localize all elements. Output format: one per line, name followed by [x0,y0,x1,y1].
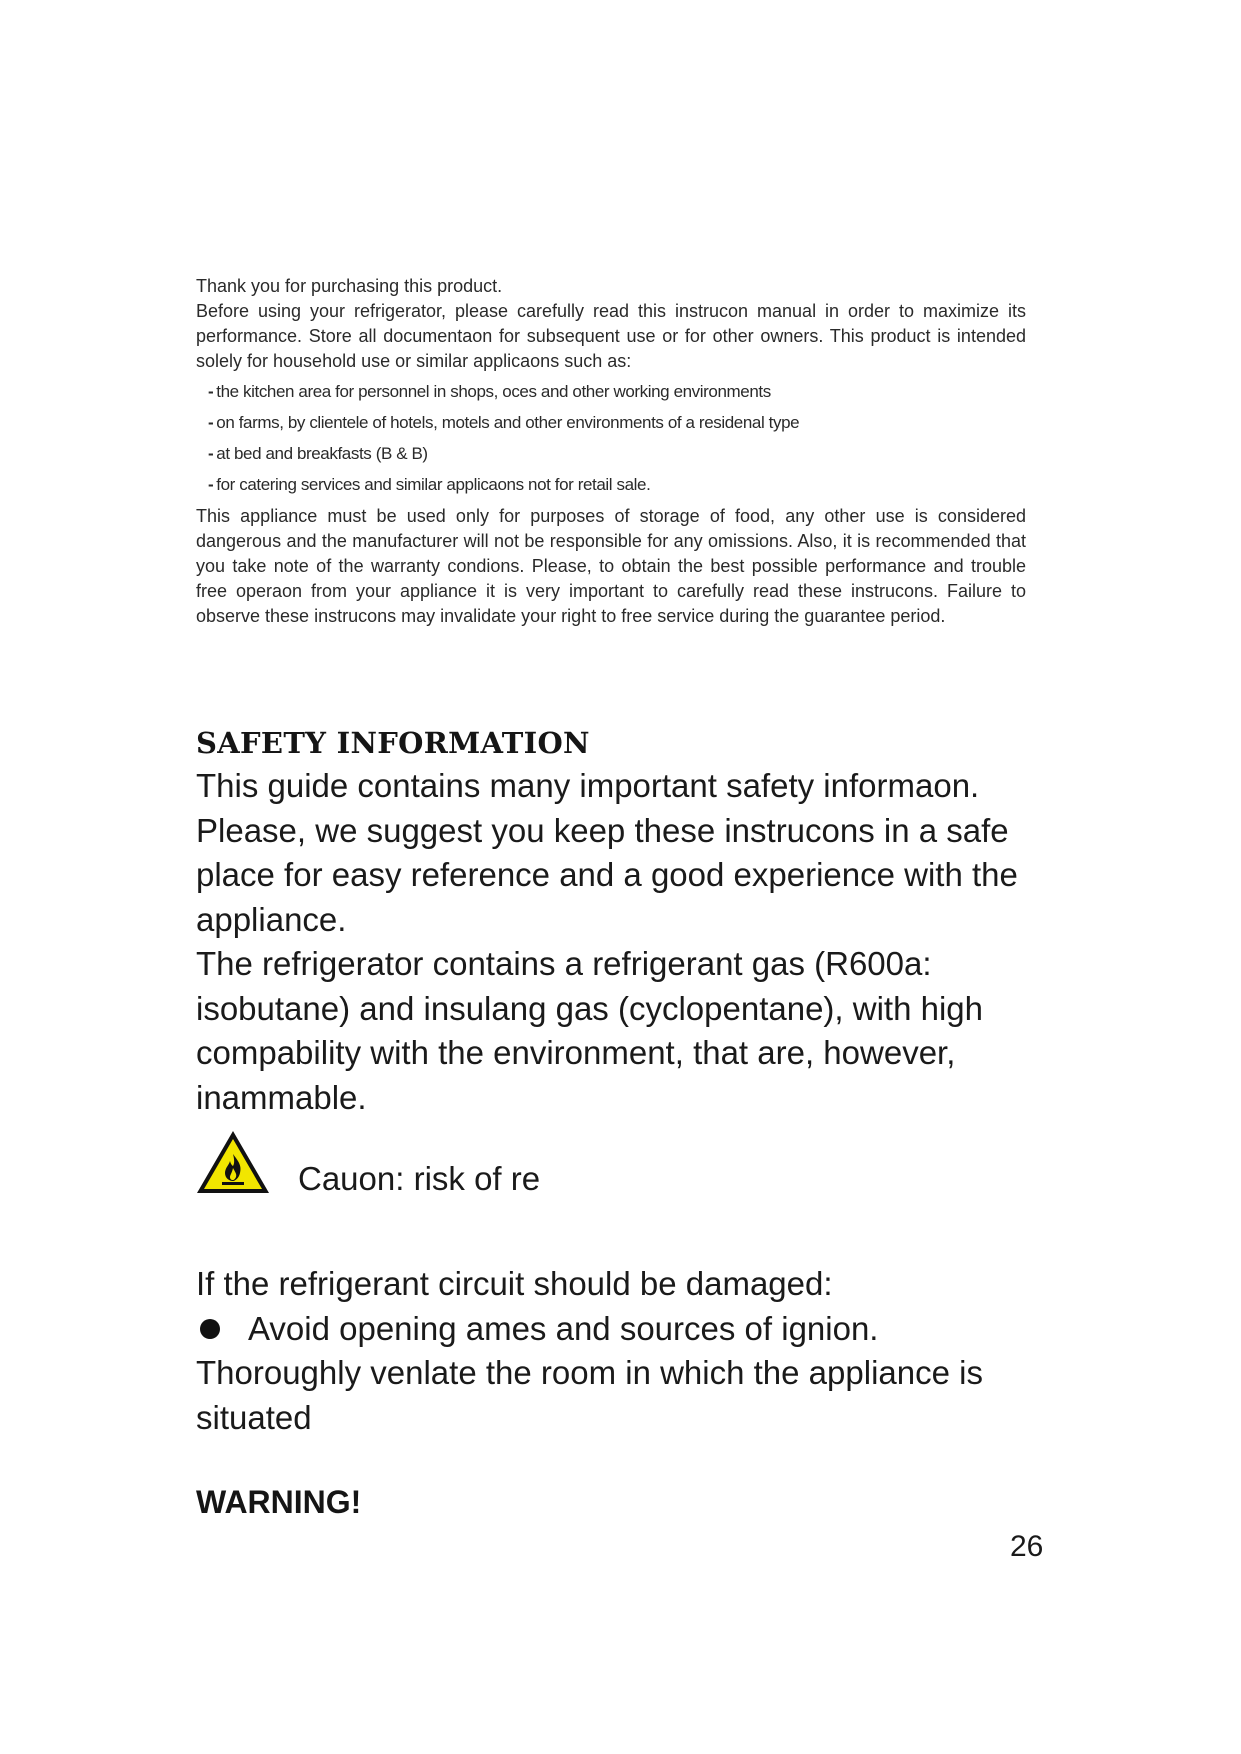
refrigerant-paragraph: The refrigerator contains a refrigerant gas (R600a: isobutane) and insulang gas (cyclopentane), with high compability with the environment, that are, however, inammable. [196,945,984,1116]
caution-text: Cauon: risk of re [298,1160,541,1197]
list-item: - at bed and breakfasts (B & B) [208,444,428,463]
intro-section [196,274,1026,629]
list-item: - for catering services and similar applicaons not for retail sale. [208,475,651,494]
intro-paragraph: Before using your refrigerator, please carefully read this instrucon manual in order to maximize its performance. Store all documentaon for subsequent use or for other owners. This product is intended solely for household use or similar applicaons such as: [196,301,1026,371]
list-item: Avoid opening ames and sources of ignion. [196,1307,1056,1352]
circuit-section [196,1262,1056,1440]
ventilate-paragraph: Thoroughly venlate the room in which the appliance is situated [196,1354,983,1436]
usage-list [196,376,1026,500]
safety-heading: SAFETY INFORMATION [196,726,590,760]
list-item: - the kitchen area for personnel in shops, oces and other working environments [208,382,771,401]
list-item: - on farms, by clientele of hotels, motels and other environments of a residenal type [208,413,800,432]
safety-body [196,764,1056,1120]
circuit-intro: If the refrigerant circuit should be damaged: [196,1265,833,1302]
dash-marker: - [208,413,214,432]
bullet-dot-icon [200,1319,220,1339]
caution-block [194,1122,272,1202]
usage-paragraph: This appliance must be used only for purposes of storage of food, any other use is considered dangerous and the manufacturer will not be responsible for any omissions. Also, it is recommended that you take note of the warranty condions. Please, to obtain the best possible performance and trouble free operaon from your appliance it is very important to carefully read these instrucons. Failure to observe these instrucons may invalidate your right to free service during the guarantee period. [196,506,1026,626]
page-number: 26 [1010,1530,1044,1563]
safety-paragraph: This guide contains many important safety informaon. Please, we suggest you keep these instrucons in a safe place for easy reference and a good experience with the appliance. [196,767,1018,938]
thank-you-line: Thank you for purchasing this product. [196,276,503,296]
dash-marker: - [208,444,214,463]
dash-marker: - [208,382,214,401]
dash-marker: - [208,475,214,494]
flammable-warning-icon [194,1128,272,1196]
warning-heading: WARNING! [196,1484,362,1520]
